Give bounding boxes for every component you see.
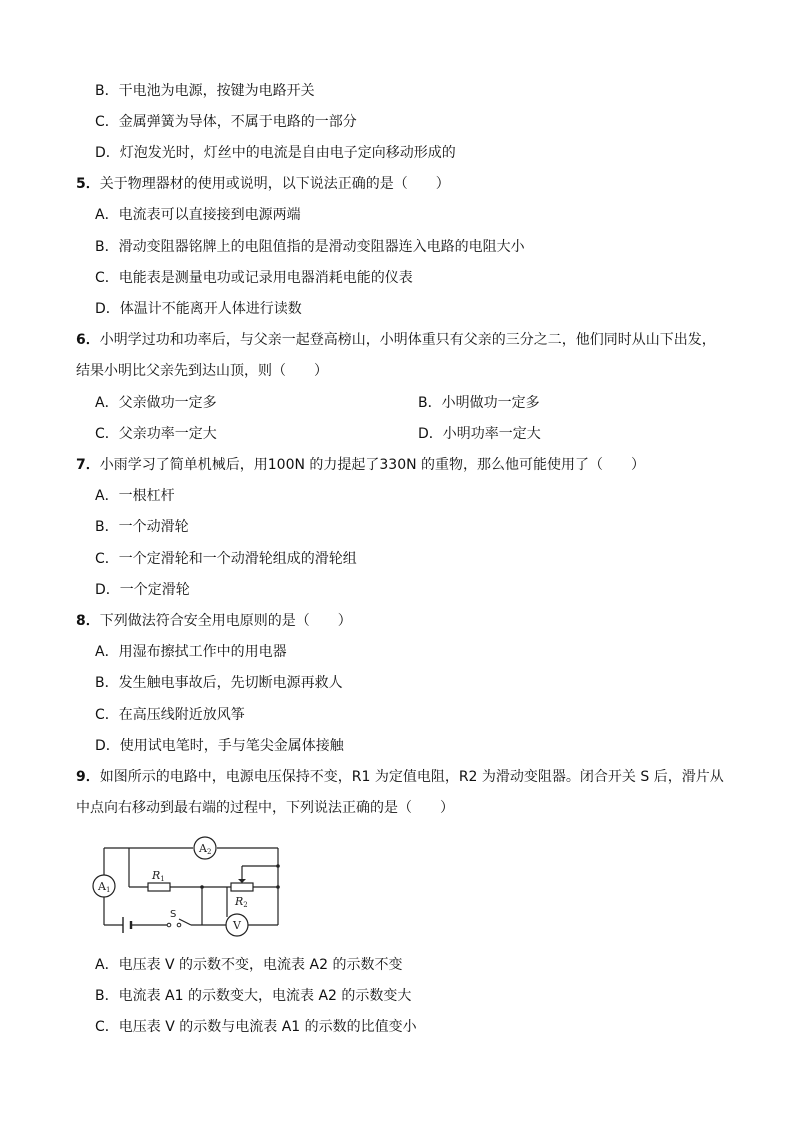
q8-option-a: A．用湿布擦拭工作中的用电器 (95, 644, 287, 660)
question-number: 5． (76, 176, 100, 192)
q8-option-c: C．在高压线附近放风筝 (95, 707, 245, 723)
option-c-prev: C．金属弹簧为导体，不属于电路的一部分 (95, 114, 357, 130)
option-d-prev: D．灯泡发光时，灯丝中的电流是自由电子定向移动形成的 (95, 145, 456, 161)
q5-option-d: D．体温计不能离开人体进行读数 (95, 301, 302, 317)
switch-label: S (170, 909, 177, 920)
q7-option-b: B．一个动滑轮 (95, 519, 189, 535)
question-stem: 小雨学习了简单机械后，用100N 的力提起了330N 的重物，那么他可能使用了（ ） (99, 457, 646, 473)
circuit-diagram (90, 835, 290, 943)
question-number: 9． (76, 769, 100, 785)
q6-option-c: C．父亲功率一定大 (95, 426, 217, 442)
question-6-line2: 结果小明比父亲先到达山顶，则（ ） (76, 363, 328, 379)
question-number: 6． (76, 332, 100, 348)
question-8 (76, 611, 352, 631)
question-stem: 小明学过功和功率后，与父亲一起登高榜山，小明体重只有父亲的三分之二，他们同时从山下出发， (99, 332, 716, 348)
q9-option-b: B．电流表 A1 的示数变大，电流表 A2 的示数变大 (95, 988, 412, 1004)
question-9 (76, 767, 724, 787)
q9-option-a: A．电压表 V 的示数不变，电流表 A2 的示数不变 (95, 957, 403, 973)
q7-option-c: C．一个定滑轮和一个动滑轮组成的滑轮组 (95, 551, 357, 567)
q5-option-c: C．电能表是测量电功或记录用电器消耗电能的仪表 (95, 270, 413, 286)
question-stem: 关于物理器材的使用或说明，以下说法正确的是（ ） (99, 176, 450, 192)
question-5 (76, 174, 450, 194)
question-stem: 下列做法符合安全用电原则的是（ ） (99, 613, 352, 629)
q6-option-d: D．小明功率一定大 (418, 426, 541, 442)
question-number: 8． (76, 613, 100, 629)
voltmeter-label: V (233, 919, 241, 932)
r2-label: R2 (235, 895, 248, 909)
q5-option-b: B．滑动变阻器铭牌上的电阻值指的是滑动变阻器连入电路的电阻大小 (95, 239, 525, 255)
question-9-line2: 中点向右移动到最右端的过程中，下列说法正确的是（ ） (76, 800, 454, 816)
q8-option-d: D．使用试电笔时，手与笔尖金属体接触 (95, 738, 344, 754)
question-number: 7． (76, 457, 100, 473)
q6-option-a: A．父亲做功一定多 (95, 395, 217, 411)
question-6 (76, 330, 716, 350)
q5-option-a: A．电流表可以直接接到电源两端 (95, 207, 301, 223)
r1-label: R1 (152, 869, 165, 883)
question-stem: 如图所示的电路中，电源电压保持不变，R1 为定值电阻，R2 为滑动变阻器。闭合开关 S 后，滑片从 (99, 769, 724, 785)
a2-label: A2 (199, 842, 212, 856)
q6-option-b: B．小明做功一定多 (418, 395, 540, 411)
question-7 (76, 455, 645, 475)
q9-option-c: C．电压表 V 的示数与电流表 A1 的示数的比值变小 (95, 1019, 417, 1035)
q7-option-d: D．一个定滑轮 (95, 582, 190, 598)
q7-option-a: A．一根杠杆 (95, 488, 175, 504)
a1-label: A1 (98, 880, 111, 894)
option-b-prev: B．干电池为电源，按键为电路开关 (95, 83, 315, 99)
q8-option-b: B．发生触电事故后，先切断电源再救人 (95, 675, 343, 691)
